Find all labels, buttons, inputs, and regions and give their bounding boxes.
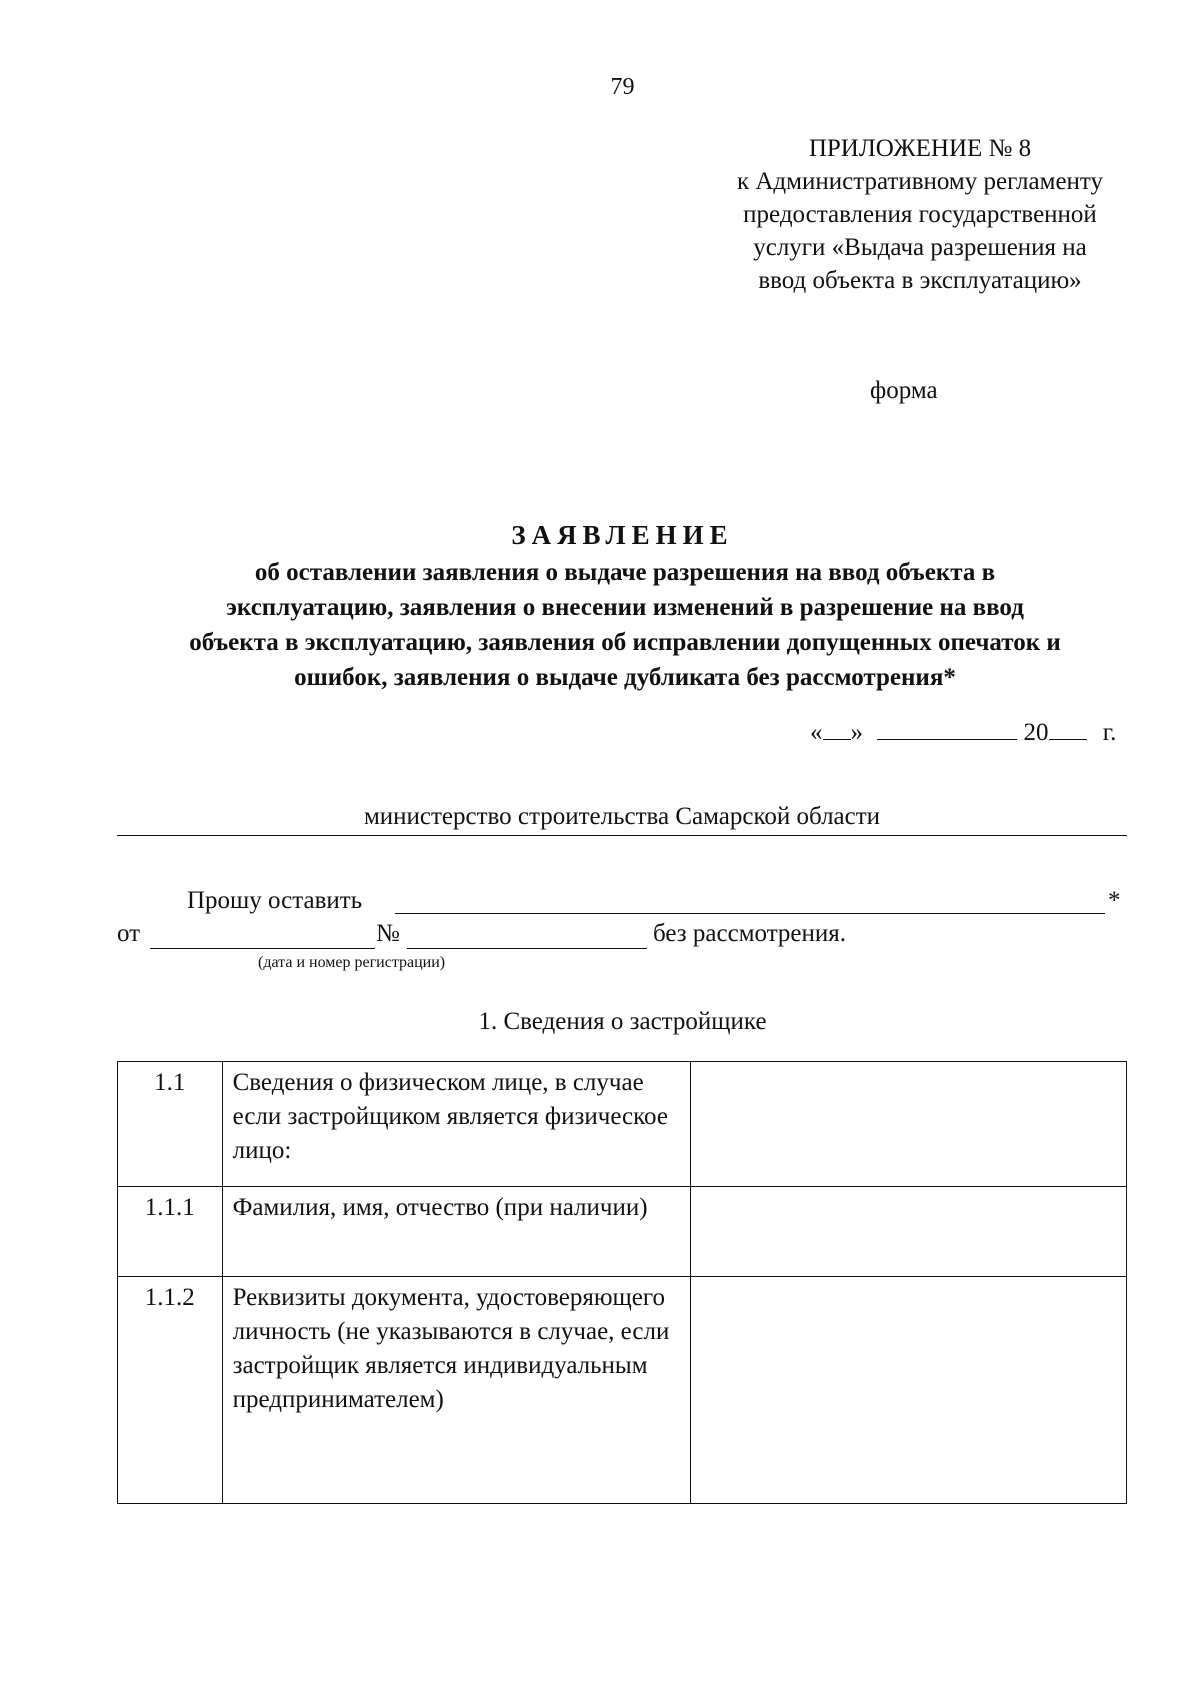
row-number: 1.1.2 [118,1277,223,1504]
row-number: 1.1 [118,1062,223,1187]
subtitle-line: ошибок, заявления о выдаче дубликата без рассмотрения* [294,664,956,691]
number-label: № [376,920,400,947]
row-label: Реквизиты документа, удостоверяющего личность (не указываются в случае, если застройщик является индивидуальным предпринимателем) [222,1277,690,1504]
row-label: Фамилия, имя, отчество (при наличии) [222,1187,690,1277]
date-close-quote: » [850,719,863,746]
appendix-line: ПРИЛОЖЕНИЕ № 8 [808,135,1032,162]
registration-hint: (дата и номер регистрации) [258,954,446,971]
without-review-text: без рассмотрения. [653,920,847,947]
year-suffix: г. [1102,719,1117,746]
year-blank[interactable] [1049,717,1087,740]
document-subtitle [100,555,1150,695]
table-row [118,1187,1127,1277]
date-line [810,717,1116,747]
year-prefix: 20 [1023,719,1049,746]
month-blank[interactable] [877,717,1017,740]
request-subject-field[interactable] [395,913,1105,914]
registration-number-field[interactable] [407,948,647,949]
appendix-line: услуги «Выдача разрешения на [753,234,1087,261]
developer-info-table [117,1061,1127,1504]
document-title: ЗАЯВЛЕНИЕ [511,520,734,550]
day-blank[interactable] [823,717,851,740]
from-label: от [117,920,141,947]
subtitle-line: эксплуатацию, заявления о внесении изменений в разрешение на ввод [226,594,1024,621]
authority-name: министерство строительства Самарской области [363,803,881,830]
subtitle-line: об оставлении заявления о выдаче разрешения на ввод объекта в [254,559,996,586]
appendix-block [690,132,1150,297]
page-number: 79 [610,74,635,100]
date-open-quote: « [810,719,823,746]
appendix-line: предоставления государственной [743,201,1097,228]
row-value-field[interactable] [690,1062,1126,1187]
section-heading: 1. Сведения о застройщике [478,1008,767,1035]
appendix-line: ввод объекта в эксплуатацию» [758,267,1082,294]
row-number: 1.1.1 [118,1187,223,1277]
row-value-field[interactable] [690,1187,1126,1277]
row-value-field[interactable] [690,1277,1126,1504]
authority-underline [117,835,1127,836]
registration-date-field[interactable] [150,948,375,949]
form-label: форма [870,377,938,404]
subtitle-line: объекта в эксплуатацию, заявления об исправлении допущенных опечаток и [189,629,1061,656]
request-asterisk: * [1108,887,1121,914]
row-label: Сведения о физическом лице, в случае если застройщиком является физическое лицо: [222,1062,690,1187]
appendix-line: к Административному регламенту [736,168,1104,195]
table-row [118,1062,1127,1187]
request-label: Прошу оставить [187,887,363,914]
table-row [118,1277,1127,1504]
